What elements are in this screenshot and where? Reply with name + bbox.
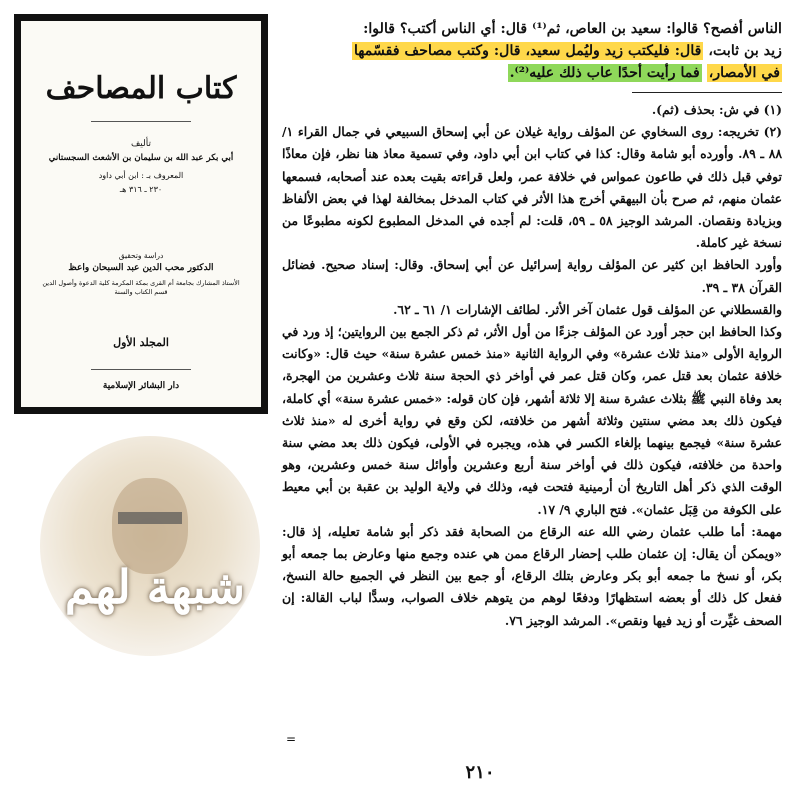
cover-author: أبي بكر عبد الله بن سليمان بن الأشعث السجستاني: [48, 153, 234, 163]
body-line-2: [282, 40, 782, 62]
cover-divider: [91, 121, 191, 122]
cover-dates: ٢٣٠ ـ ٣١٦ هـ: [119, 185, 163, 194]
footnote: والقسطلاني عن المؤلف قول عثمان آخر الأثر. لطائف الإشارات ١/ ٦١ ـ ٦٢.: [393, 301, 782, 317]
body-text: زيد بن ثابت،: [708, 43, 782, 59]
book-cover-image: [14, 14, 268, 414]
footnote: وكذا الحافظ ابن حجر أورد عن المؤلف جزءًا من أول الأثر، ثم ذكر الجمع بين الروايتين؛ إذ ورد في الرواية الأولى «منذ ثلاث عشرة» وفي الرواية الثانية «منذ خمس عشرة سنة» حيث قال: «وكانت خلافة عثمان بعد قتل عمر، وكان قتل عمر في أواخر ذي الحجة سنة ثلاث وعشرين من الهجرة، بعد وفاة النبي ﷺ بثلاث عشرة سنة إلا ثلاثة أشهر، فإن كان قوله: «خمس عشرة سنة» أي كاملة، فيكون ذلك بعد مضي سنتين وثلاثة أشهر من خلافته، لكن وقع في رواية أخرى له «منذ ثلاث عشرة سنة» فيجمع بينهما بإلغاء الكسر في هذه، ويجبره في الأولى، فيكون ذلك بعد مضي سنة واحدة من خلافته، فيكون ذلك في أواخر سنة أربع وعشرين وأوائل سنة خمس وعشرين، وهو الوقت الذي ذكر أهل التاريخ أن أرمينية فتحت فيه، وذلك في ولاية الوليد بن عقبة بن أبي معيط على الكوفة من قِبَل عثمان». فتح الباري ٩/ ١٧.: [282, 324, 782, 517]
watermark-censor-bar: [118, 512, 182, 524]
cover-author-label: تأليف: [130, 139, 152, 149]
cover-divider-bottom: [91, 369, 191, 370]
cover-known-as: المعروف بـ : ابن أبي داود: [98, 171, 184, 180]
body-line-1: الناس أفصح؟ قالوا: سعيد بن العاص، ثم⁽¹⁾ قال: أي الناس أكتب؟ قالوا:: [363, 21, 782, 37]
footnote-separator: [632, 92, 782, 93]
body-line-3: [282, 62, 782, 84]
highlighted-text: في الأمصار،: [708, 65, 780, 81]
cover-publisher: دار البشائر الإسلامية: [102, 381, 180, 391]
footnotes: [282, 99, 782, 632]
highlighted-text-green: فما رأيت أحدًا عاب ذلك عليه⁽²⁾.: [509, 65, 700, 81]
cover-volume: المجلد الأول: [113, 336, 169, 349]
cover-editor-label: دراسة وتحقيق: [118, 251, 164, 260]
footnote: مهمة: أما طلب عثمان رضي الله عنه الرقاع من الصحابة فقد ذكر أبو شامة تعليله، إذ قال: «ويمكن أن يقال: إن عثمان طلب إحضار الرقاع ممن هي عنده وجمع منها وعارض بما جمعه أبو بكر، أو نسخ ما جمعه أبو بكر وعارض بتلك الرقاع، أو جمع بين النظر في الجميع حالة النسخ، ففعل كل ذلك أو بعضه استظهارًا ودفعًا لوهم من يتوهم خلاف الصواب، وسدًّا لباب القالة: إن الصحف غيِّرت أو زيد فيها ونقص». المرشد الوجيز ٧٦.: [282, 523, 782, 628]
footnote: (٢) تخريجه: روى السخاوي عن المؤلف رواية غيلان عن أبي إسحاق السبيعي في جمال القراء ١/ ٨٨ ـ ٨٩. وأورده أبو شامة وقال: كذا في كتاب ابن أبي داود، وفي تسمية معاذ هنا نظر، فإن معاذًا توفي قبل ذلك في طاعون عمواس في خلافة عمر، ولعل قراءته بقيت بعده عند أصحابه، فسمعها عثمان منهم، ثم صرح بأن البيهقي أخرج هذا الأثر في كتاب المدخل بمخالفة لهذا في بعض الألفاظ وبزيادة ونقصان. المرشد الوجيز ٥٨ ـ ٥٩، قلت: لم أجده في المدخل المطبوع لكونه مطبوعًا من نسخة غير كاملة.: [282, 124, 782, 251]
book-cover-page: [21, 21, 261, 407]
watermark-text: شبهة لهم: [64, 560, 246, 614]
footnote: وأورد الحافظ ابن كثير عن المؤلف رواية إسرائيل عن أبي إسحاق. وقال: إسناد صحيح. فضائل القرآن ٣٨ ـ ٣٩.: [282, 257, 782, 295]
cover-title: كتاب المصاحف: [45, 71, 237, 106]
cover-editor: الدكتور محب الدين عبد السبحان واعظ: [68, 263, 214, 273]
cover-editor-title: الأستاذ المشارك بجامعة أم القرى بمكة المكرمة كلية الدعوة وأصول الدين قسم الكتاب والسنة: [42, 279, 240, 296]
highlighted-text: قال: فليكتب زيد وليُمل سعيد، قال: وكتب مصاحف فقسّمها: [353, 43, 702, 59]
page-body: [282, 18, 782, 632]
page-number: ٢١٠: [465, 762, 495, 783]
footnote: (١) في ش: بحذف (ثم).: [651, 102, 782, 117]
margin-mark: =: [286, 732, 297, 746]
